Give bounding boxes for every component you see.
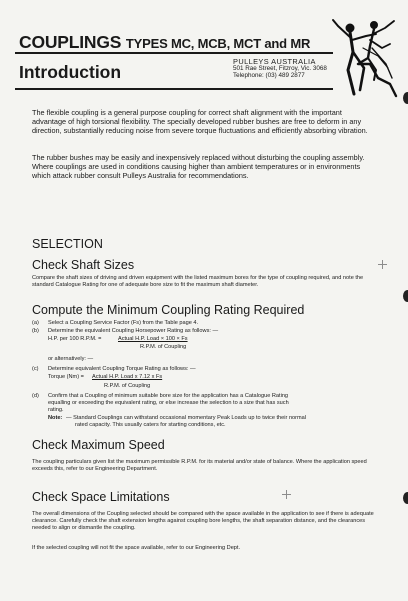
intro-paragraph-1: The flexible coupling is a general purpose coupling for correct shaft alignment with the important advantage of high torsional flexibility. The specially developed rubber bushes are free to deform in any direction, substantially reducing noise from severe torque fluctuations and efficiently absorbing vibration. — [32, 108, 368, 136]
hp-formula-lhs: H.P. per 100 R.P.M. = — [48, 336, 102, 342]
step-c-text: Determine equivalent Coupling Torque Rating as follows: — — [48, 366, 196, 372]
binder-hole-mark — [403, 290, 408, 302]
dancing-couple-logo — [330, 18, 400, 102]
hp-formula-denominator: R.P.M. of Coupling — [140, 344, 187, 350]
header-rule-top — [15, 52, 333, 54]
company-block — [233, 58, 327, 79]
step-d-label: (d) — [32, 393, 39, 399]
selection-heading: SELECTION — [32, 237, 103, 251]
company-phone: Telephone: (03) 489 2877 — [233, 72, 305, 79]
space-limitations-text-2: If the selected coupling will not fit the space available, refer to our Engineering Dept. — [32, 545, 241, 551]
section-title: Introduction — [19, 62, 122, 82]
space-limitations-text: The overall dimensions of the Coupling selected should be compared with the space available in the application to see if there is adequate clearance. Carefully check the shaft extension lengths against coupling bore lengths, the shaft separation distance, and the clearances needed to align or dismantle the coupling. — [32, 511, 374, 532]
check-space-heading: Check Space Limitations — [32, 490, 170, 504]
check-max-speed-heading: Check Maximum Speed — [32, 438, 165, 452]
company-address: 501 Rae Street, Fitzroy, Vic. 3068 — [233, 65, 327, 72]
shaft-sizes-text: Compare the shaft sizes of driving and driven equipment with the listed maximum bores for the type of coupling required, and note the standard Catalogue Rating for one of adequate bore size to fit the maximum shaft diameter. — [32, 275, 364, 289]
note-line-1: — Standard Couplings can withstand occasional momentary Peak Loads up to twice their normal — [66, 415, 307, 421]
check-shaft-sizes-heading: Check Shaft Sizes — [32, 258, 135, 272]
note-line-2: rated capacity. This usually caters for starting conditions, etc. — [75, 422, 226, 428]
page-title — [19, 32, 310, 53]
torque-formula-denominator: R.P.M. of Coupling — [104, 383, 151, 389]
company-name: PULLEYS AUSTRALIA — [233, 57, 316, 66]
intro-paragraph-2: The rubber bushes may be easily and inexpensively replaced without disturbing the coupling assembly. Where couplings are used in conditions causing higher than ambient temperatures or in environments which attack rubber consult Pulleys Australia for recommendations. — [32, 153, 365, 181]
registration-mark — [382, 260, 383, 269]
binder-hole-mark — [403, 92, 408, 104]
step-a-label: (a) — [32, 320, 39, 326]
step-d-line-3: rating. — [48, 407, 64, 413]
note-label: Note: — [48, 415, 63, 421]
step-c-label: (c) — [32, 366, 39, 372]
registration-mark — [286, 490, 287, 499]
max-speed-text: The coupling particulars given list the maximum permissible R.P.M. for its material and/or state of balance. Where the application speed exceeds this, refer to our Engineering Department. — [32, 459, 367, 473]
step-d-line-1: Confirm that a Coupling of minimum suitable bore size for the application has a Catalogue Rating — [48, 393, 289, 399]
header-rule-bottom — [15, 88, 333, 90]
title-main: COUPLINGS — [19, 32, 122, 52]
minimum-rating-heading: Compute the Minimum Coupling Rating Required — [32, 303, 305, 317]
step-d-line-2: equalling or exceeding the equivalent rating, or else increase the selection to a size that has such — [48, 400, 289, 406]
torque-formula-lhs: Torque (Nm) = — [48, 374, 84, 380]
step-b-label: (b) — [32, 328, 39, 334]
step-b-text: Determine the equivalent Coupling Horsepower Rating as follows: — — [48, 328, 219, 334]
alternatively-text: or alternatively: — — [48, 356, 94, 362]
hp-formula-numerator: Actual H.P. Load × 100 × Fs — [118, 336, 188, 342]
title-types: TYPES MC, MCB, MCT and MR — [125, 36, 311, 51]
torque-formula-numerator: Actual H.P. Load x 7.12 x Fs — [92, 374, 163, 380]
binder-hole-mark — [403, 492, 408, 504]
step-a-text: Select a Coupling Service Factor (Fs) from the Table page 4. — [48, 320, 199, 326]
